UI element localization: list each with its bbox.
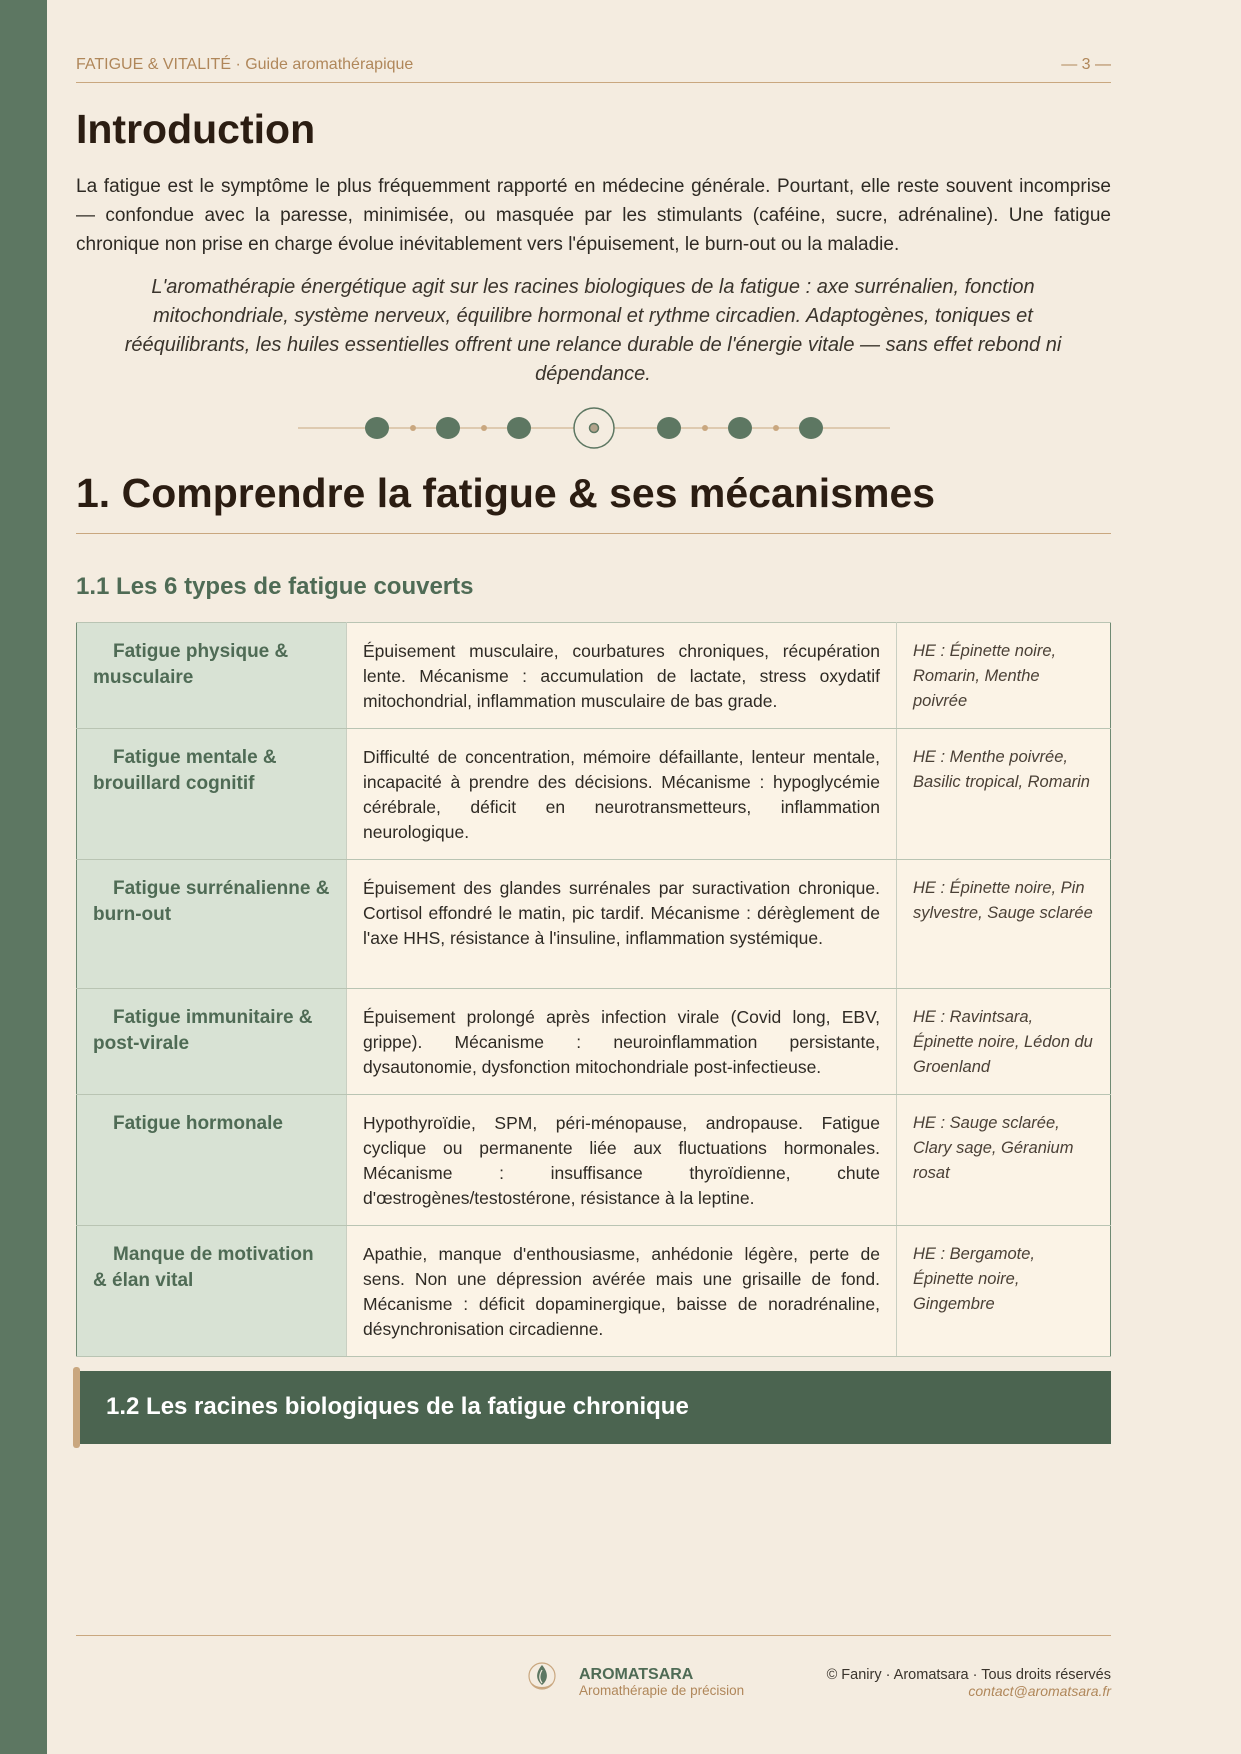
divider-dot: [436, 417, 460, 439]
essential-oils-cell: HE : Bergamote, Épinette noire, Gingembre: [897, 1226, 1111, 1357]
banner-accent-bar: [73, 1367, 80, 1448]
essential-oils-cell: HE : Menthe poivrée, Basilic tropical, Romarin: [897, 729, 1111, 860]
contact-email-link[interactable]: contact@aromatsara.fr: [968, 1683, 1111, 1699]
subsection-1-2-heading: 1.2 Les racines biologiques de la fatigue chronique: [106, 1393, 689, 1420]
fatigue-type-cell: Fatigue immunitaire & post-virale: [77, 989, 347, 1095]
divider-center-dot: [590, 424, 599, 433]
fatigue-type-cell: Manque de motivation & élan vital: [77, 1226, 347, 1357]
divider-small-dot: [702, 425, 708, 431]
divider-small-dot: [773, 425, 779, 431]
divider-dot: [657, 417, 681, 439]
page-number: — 3 —: [1061, 56, 1111, 73]
decorative-dots-divider: [298, 404, 890, 452]
essential-oils-cell: HE : Ravintsara, Épinette noire, Lédon du Groenland: [897, 989, 1111, 1095]
essential-oils-cell: HE : Épinette noire, Romarin, Menthe poivrée: [897, 623, 1111, 729]
fatigue-types-table: [76, 622, 1111, 1357]
side-color-strip: [0, 0, 47, 1754]
leaf-drop-logo-icon: [525, 1660, 559, 1694]
table-row: [77, 989, 1111, 1095]
divider-small-dot: [481, 425, 487, 431]
copyright-notice: © Faniry · Aromatsara · Tous droits réservés: [826, 1667, 1111, 1683]
fatigue-type-cell: Fatigue surrénalienne & burn-out: [77, 860, 347, 989]
table-row: [77, 1095, 1111, 1226]
essential-oils-cell: HE : Épinette noire, Pin sylvestre, Sauge sclarée: [897, 860, 1111, 989]
fatigue-description-cell: Difficulté de concentration, mémoire défaillante, lenteur mentale, incapacité à prendre des décisions. Mécanisme : hypoglycémie cérébrale, déficit en neurotransmetteurs, inflammation neurologique.: [347, 729, 897, 860]
subsection-1-1-heading: 1.1 Les 6 types de fatigue couverts: [76, 573, 474, 600]
header-title: FATIGUE & VITALITÉ · Guide aromathérapique: [76, 56, 414, 73]
table-row: [77, 729, 1111, 860]
table-row: [77, 860, 1111, 989]
intro-heading: Introduction: [76, 106, 316, 152]
brand-tagline: Aromathérapie de précision: [579, 1683, 745, 1698]
fatigue-description-cell: Épuisement musculaire, courbatures chroniques, récupération lente. Mécanisme : accumulation de lactate, stress oxydatif mitochondrial, inflammation musculaire de bas grade.: [347, 623, 897, 729]
fatigue-description-cell: Épuisement prolongé après infection virale (Covid long, EBV, grippe). Mécanisme : neuroinflammation persistante, dysautonomie, dysfonction mitochondriale post-infectieuse.: [347, 989, 897, 1095]
intro-paragraph: La fatigue est le symptôme le plus fréquemment rapporté en médecine générale. Pourtant, elle reste souvent incomprise — confondue avec la paresse, minimisée, ou masquée par les stimulants (caféine, sucre, adrénaline). Une fatigue chronique non prise en charge évolue inévitablement vers l'épuisement, le burn-out ou la maladie.: [76, 176, 1111, 255]
running-header: [76, 54, 1111, 83]
divider-dot: [728, 417, 752, 439]
intro-quote: L'aromathérapie énergétique agit sur les racines biologiques de la fatigue : axe surrénalien, fonction mitochondriale, système nerveux, équilibre hormonal et rythme circadien. Adaptogènes, toniques et rééquilibrants, les huiles essentielles offrent une relance durable de l'énergie vitale — sans effet rebond ni dépendance.: [124, 276, 1062, 385]
divider-dot: [799, 417, 823, 439]
fatigue-type-cell: Fatigue hormonale: [77, 1095, 347, 1226]
fatigue-description-cell: Hypothyroïdie, SPM, péri-ménopause, andropause. Fatigue cyclique ou permanente liée aux fluctuations hormonales. Mécanisme : insuffisance thyroïdienne, chute d'œstrogènes/testostérone, résistance à la leptine.: [347, 1095, 897, 1226]
essential-oils-cell: HE : Sauge sclarée, Clary sage, Géranium rosat: [897, 1095, 1111, 1226]
subsection-1-2-banner: [76, 1371, 1111, 1444]
table-row: [77, 1226, 1111, 1357]
divider-dot: [365, 417, 389, 439]
section-1-heading: 1. Comprendre la fatigue & ses mécanismes: [76, 470, 1111, 534]
table-row: [77, 623, 1111, 729]
fatigue-description-cell: Apathie, manque d'enthousiasme, anhédonie légère, perte de sens. Non une dépression avérée mais une grisaille de fond. Mécanisme : déficit dopaminergique, baisse de noradrénaline, désynchronisation circadienne.: [347, 1226, 897, 1357]
divider-dot: [507, 417, 531, 439]
divider-small-dot: [410, 425, 416, 431]
brand-name: AROMATSARA: [579, 1666, 694, 1683]
fatigue-type-cell: Fatigue mentale & brouillard cognitif: [77, 729, 347, 860]
fatigue-description-cell: Épuisement des glandes surrénales par suractivation chronique. Cortisol effondré le matin, pic tardif. Mécanisme : dérèglement de l'axe HHS, résistance à l'insuline, inflammation systémique.: [347, 860, 897, 989]
fatigue-type-cell: Fatigue physique & musculaire: [77, 623, 347, 729]
footer-divider: [76, 1635, 1111, 1636]
